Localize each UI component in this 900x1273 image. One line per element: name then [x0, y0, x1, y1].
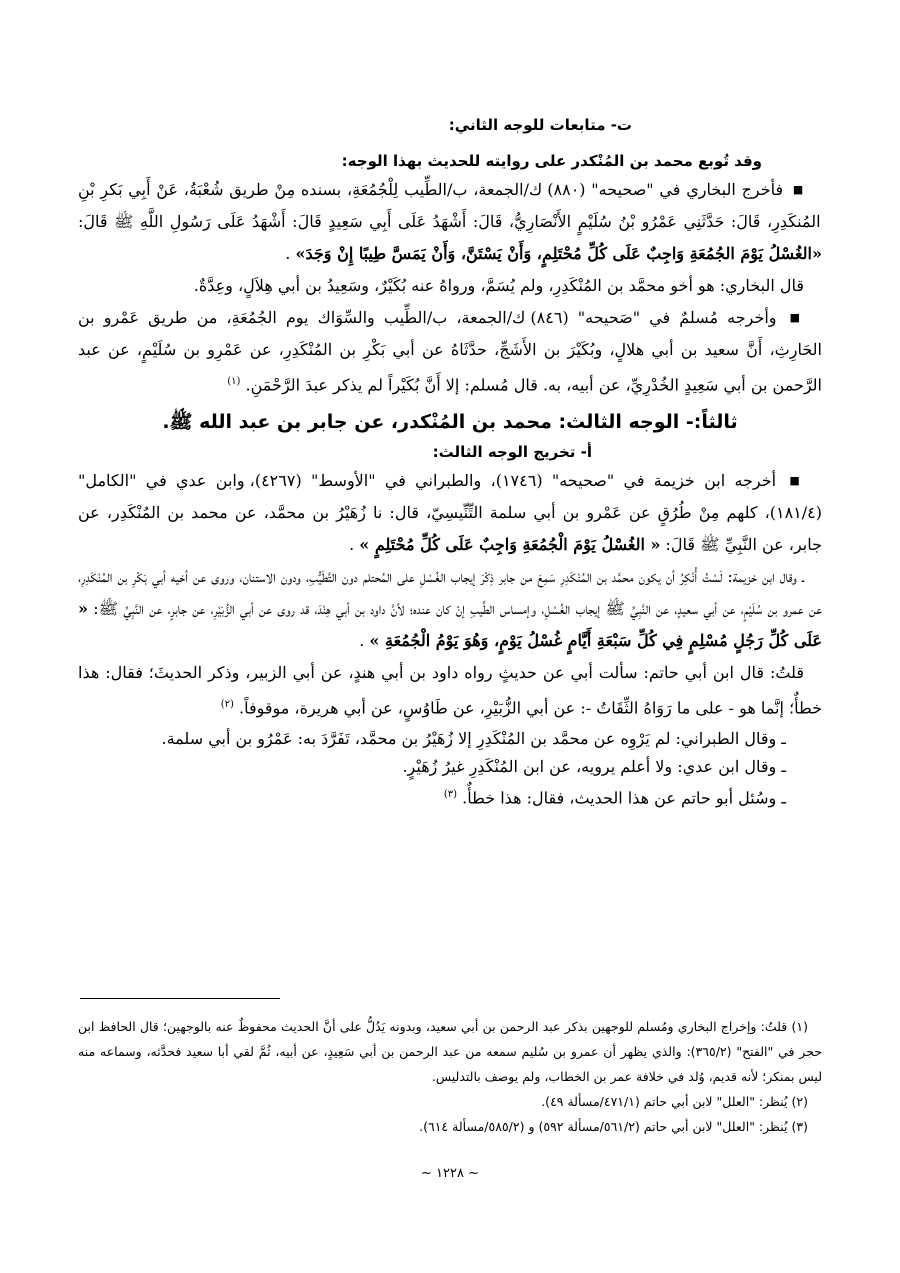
- line-abu-hatim: [78, 781, 822, 812]
- paragraph-bukhari-comment: قال البخاري: هو أخو محمَّد بن المُنْكَدِرِ، ولم يُسَمَّ، ورواهُ عنه بُكَيْرٌ، وسَعِيدُ بن أبي هِلاَلٍ، وعِدَّةٌ.: [193, 276, 804, 295]
- line-tabarani: ـ وقال الطبراني: لم يَرْوِه عن محمَّد بن المُنْكَدِرِ إلا زُهَيْرُ بن محمَّد، تَفَرَّدَ به: عَمْرُو بن أبي سلمة.: [161, 728, 786, 748]
- paragraph-ibn-khuzaymah-comment: [78, 561, 822, 657]
- footnote-ref-1[interactable]: (١): [227, 376, 241, 387]
- paragraph-end: .: [359, 631, 365, 651]
- line-ibn-adi: ـ وقال ابن عدي: ولا أعلم يرويه، عن ابن المُنْكَدِرِ غيرُ زُهَيْرٍ.: [402, 756, 786, 776]
- page-number: ~ ١٢٢٨ ~: [421, 1166, 479, 1181]
- paragraph-end: .: [349, 535, 355, 555]
- page-body: [78, 112, 822, 812]
- paragraph-text: وأخرجه مُسلمٌ في "صَحيحه" (٨٤٦) ك/الجمعة، ب/الطِّيب والسِّوَاك يوم الجُمُعَةِ، من طريق عَمْرو بن الحَارِثِ، أَنَّ سعيد بن أبي هلالٍ، وبُكَيْرَ بن الأَشَجِّ، حدَّثَاهُ عن أبي بَكْرِ بن المُنْكَدِرِ، عن عَمْرِو بن سُلَيْمٍ، عن عبد الرَّحمن بن أبي سَعِيدٍ الخُدْرِيِّ، عن أبيه، به. قال مُسلم: إلا أَنَّ بُكَيْراً لم يذكر عبدَ الرَّحْمَنِ.: [78, 308, 822, 395]
- footnotes: [78, 1014, 822, 1139]
- paragraph-text: أخرجه ابن خزيمة في "صحيحه" (١٧٤٦)، والطبراني في "الأوسط" (٤٢٦٧)، وابن عدي في "الكامل" (١٨١/٤)، كلهم مِنْ طُرُقٍ عن عَمْرو بن أبي سلمة التِّنِّيسِيّ، قال: نا زُهَيْرُ بن محمَّد، عن محمد بن المُنْكَدِر، عن جابر، عن النَّبِيِّ ﷺ قَالَ:: [78, 471, 822, 555]
- footnote-2: (٢) يُنظر: "العلل" لابن أبي حاتم (٤٧١/١/مسألة ٤٩).: [541, 1094, 808, 1109]
- footnote-ref-2[interactable]: (٢): [220, 699, 234, 711]
- paragraph-end: .: [285, 244, 291, 263]
- paragraph-text: ـ وسُئل أبو حاتم عن هذا الحديث، فقال: هذا خطأٌ.: [462, 787, 786, 807]
- bullet-icon: ■: [792, 183, 805, 196]
- paragraph-text: قلتُ: قال ابن أبي حاتم: سألت أبي عن حديثٍ رواه داود بن أبي هندٍ، عن أبي الزبير، وذكر الحديثَ؛ فقال: هذا خطأٌ؛ إنَّما هو - على ما رَوَاهُ الثِّقَاتُ -: عن أبي الزُّبَيْرِ، عن طَاوُسٍ، عن أبي هريرة، موقوفاً.: [78, 663, 822, 718]
- footnote-ref-3[interactable]: (٣): [443, 788, 458, 800]
- paragraph-ibn-khuzaymah-takhrij: [78, 465, 822, 561]
- footnote-3: (٣) يُنظر: "العلل" لابن أبي حاتم (٥٦١/٢/مسألة ٥٩٢) و (٥٨٥/٢/مسألة ٦١٤).: [419, 1119, 808, 1134]
- subheading-takhrij-third: أ- تخريج الوجه الثالث:: [432, 443, 592, 462]
- paragraph-muslim-takhrij: [78, 302, 822, 401]
- footnote-1: (١) قلتُ: وإخراج البخاري ومُسلم للوجهين بذكر عبد الرحمن بن أبي سعيد، وبدونه يَدُلُّ على أنَّ الحديث محفوظٌ عنه بالوجهين؛ قال الحافظ ابن حجر في "الفتح" (٣٦٥/٢): والذي يظهر أن عمرو بن سُليم سمعه من عبد الرحمن بن أبي سَعِيدٍ، عن أبيه، ثُمَّ لقي أبا سعيد فحدَّثه، وسماعه منه ليس بمنكر؛ لأنه قديم، وُلد في خلافة عمر بن الخطاب، ولم يوصف بالتدليس.: [78, 1019, 822, 1084]
- hadith-quote: «الغُسْلُ يَوْمَ الجُمُعَةِ وَاجِبٌ عَلَى كُلِّ مُحْتَلِمٍ، وَأَنْ يَسْتَنَّ، وَأَنْ يَمَسَّ طِيبًا إِنْ وَجَدَ»: [295, 244, 822, 263]
- bullet-icon: ■: [789, 474, 804, 488]
- paragraph-text: فأخرج البخاري في "صحيحه" (٨٨٠) ك/الجمعة، ب/الطِّيب لِلْجُمُعَةِ، بسنده مِنْ طريق شُعْبَةُ، عَنْ أَبِي بَكرِ بْنِ المُنكَدِرِ، قَالَ: حَدَّثَنِي عَمْرُو بْنُ سُلَيْمٍ الأَنْصَارِيُّ، قَالَ: أَشْهَدُ عَلَى أَبِي سَعِيدٍ قَالَ: أَشْهَدُ عَلَى رَسُولِ اللَّهِ ﷺ قَالَ:: [78, 180, 821, 231]
- heading-mutabaat: ت- متابعات للوجه الثاني:: [448, 116, 632, 134]
- paragraph-bukhari-takhrij: [78, 174, 822, 270]
- heading-tuubi: وقد تُوبع محمد بن المُنْكدر على روايته للحديث بهذا الوجه:: [341, 152, 762, 170]
- section-heading-third-aspect: ثالثاً:- الوجه الثالث: محمد بن المُنْكدر، عن جابر بن عبد الله ﷺ.: [162, 411, 738, 434]
- bullet-icon: ■: [789, 311, 804, 324]
- footnote-separator: [80, 998, 280, 999]
- hadith-quote: « عَلَى كُلِّ رَجُلٍ مُسْلِمٍ فِي كُلِّ سَبْعَةِ أَيَّامٍ غُسْلُ يَوْمٍ، وَهُوَ يَوْمُ الْجُمُعَةِ »: [78, 599, 822, 651]
- hadith-quote: « الغُسْلُ يَوْمَ الْجُمُعَةِ وَاجِبٌ عَلَى كُلِّ مُحْتَلِمٍ »: [359, 535, 661, 555]
- paragraph-text: ـ وقال ابن خزيمة: لَسْتُ أُنْكِرُ أن يكون محمَّد بن المُنْكَدِرِ سَمِعَ من جابر ذِكْرَ إيجاب الغُسْلِ على المُحتلم دون التَّطَيُّبِ، ودون الاستنان، وروى عن أخيه أبي بَكْرِ بن المُنْكَدِرِ، عن عمرو بن سُلَيْمٍ، عن أبي سعيدٍ، عن النَّبِيِّ ﷺ إيجاب الغُسْلِ، وإمساس الطِّيبِ إنْ كان عنده؛ لأنَّ داود بن أبي هِنْدَ، قد روى عن أبي الزُّبَيْرِ، عن جابرٍ، عن النَّبِيِّ ﷺ:: [78, 567, 822, 619]
- paragraph-ibn-abi-hatim: [78, 657, 822, 724]
